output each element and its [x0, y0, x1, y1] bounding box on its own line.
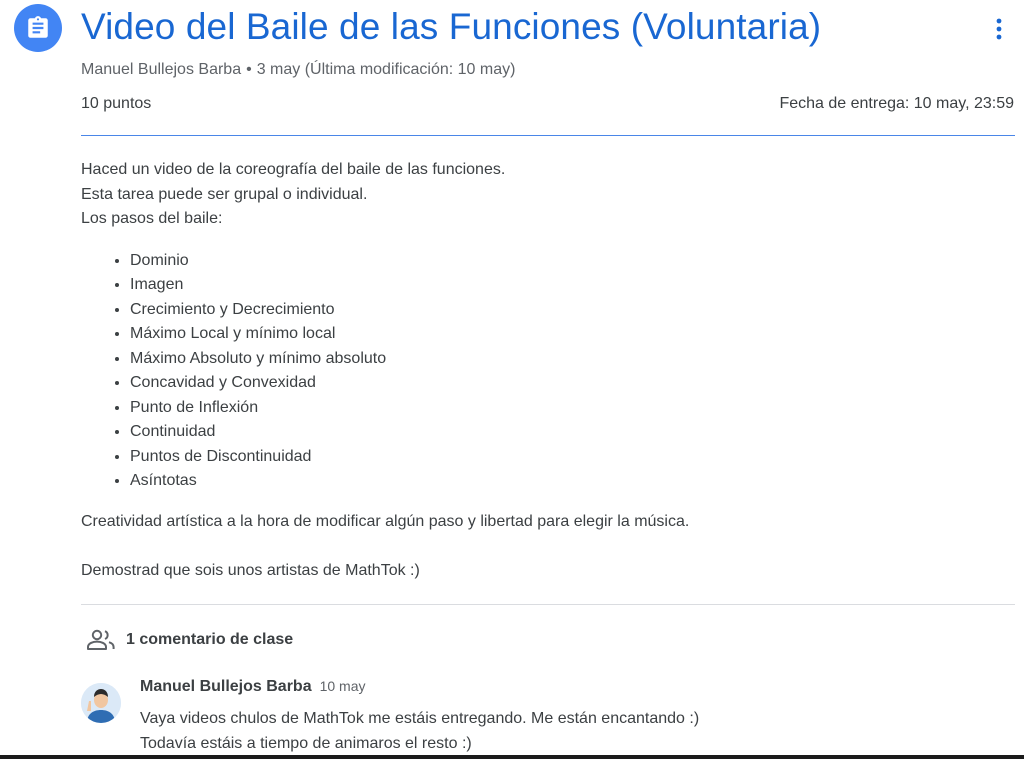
comment-line: Vaya videos chulos de MathTok me estáis entregando. Me están encantando :) — [140, 710, 700, 727]
header-divider — [81, 135, 1015, 136]
description-line: Esta tarea puede ser grupal o individual. — [81, 185, 368, 203]
points-value: 10 puntos — [81, 95, 152, 112]
list-item: • Asíntotas — [130, 469, 1011, 494]
avatar — [81, 683, 121, 723]
comment-line: Todavía estáis a tiempo de animaros el resto :) — [140, 735, 472, 752]
list-item: • Máximo Absoluto y mínimo absoluto — [130, 347, 1011, 372]
assignment-description — [81, 158, 1011, 583]
post-date: 3 may (Última modificación: 10 may) — [256, 61, 516, 78]
list-item: • Puntos de Discontinuidad — [130, 445, 1011, 470]
dance-steps-list — [130, 249, 1011, 494]
list-item: • Concavidad y Convexidad — [130, 371, 1011, 396]
more-options-button[interactable] — [984, 12, 1014, 46]
list-item: • Crecimiento y Decrecimiento — [130, 298, 1011, 323]
comment-date: 10 may — [319, 678, 366, 694]
comment-author-name: Manuel Bullejos Barba — [140, 678, 312, 695]
window-bottom-edge — [0, 755, 1024, 759]
closing-note: Demostrad que sois unos artistas de MathTok :) — [81, 561, 420, 579]
list-item: • Continuidad — [130, 420, 1011, 445]
more-vert-icon — [996, 18, 1002, 40]
people-icon — [86, 628, 116, 652]
list-item: • Dominio — [130, 249, 1011, 274]
comment-author — [140, 678, 366, 696]
post-meta — [81, 61, 515, 79]
list-item: • Imagen — [130, 273, 1011, 298]
class-comments-count: 1 comentario de clase — [126, 631, 294, 648]
description-line: Los pasos del baile: — [81, 210, 223, 227]
comment-body — [140, 706, 699, 756]
creativity-note: Creatividad artística a la hora de modificar algún paso y libertad para elegir la música. — [81, 512, 690, 530]
page-title: Video del Baile de las Funciones (Voluntaria) — [81, 6, 822, 47]
points-label — [81, 95, 151, 113]
description-line: Haced un video de la coreografía del baile de las funciones. — [81, 161, 506, 178]
list-item: • Punto de Inflexión — [130, 396, 1011, 421]
assignment-icon — [14, 4, 62, 52]
list-item: • Máximo Local y mínimo local — [130, 322, 1011, 347]
class-comments-toggle[interactable] — [86, 628, 293, 652]
author-name: Manuel Bullejos Barba — [81, 61, 242, 78]
meta-separator: • — [246, 61, 252, 78]
due-date: Fecha de entrega: 10 may, 23:59 — [779, 95, 1014, 112]
comments-divider — [81, 604, 1015, 605]
